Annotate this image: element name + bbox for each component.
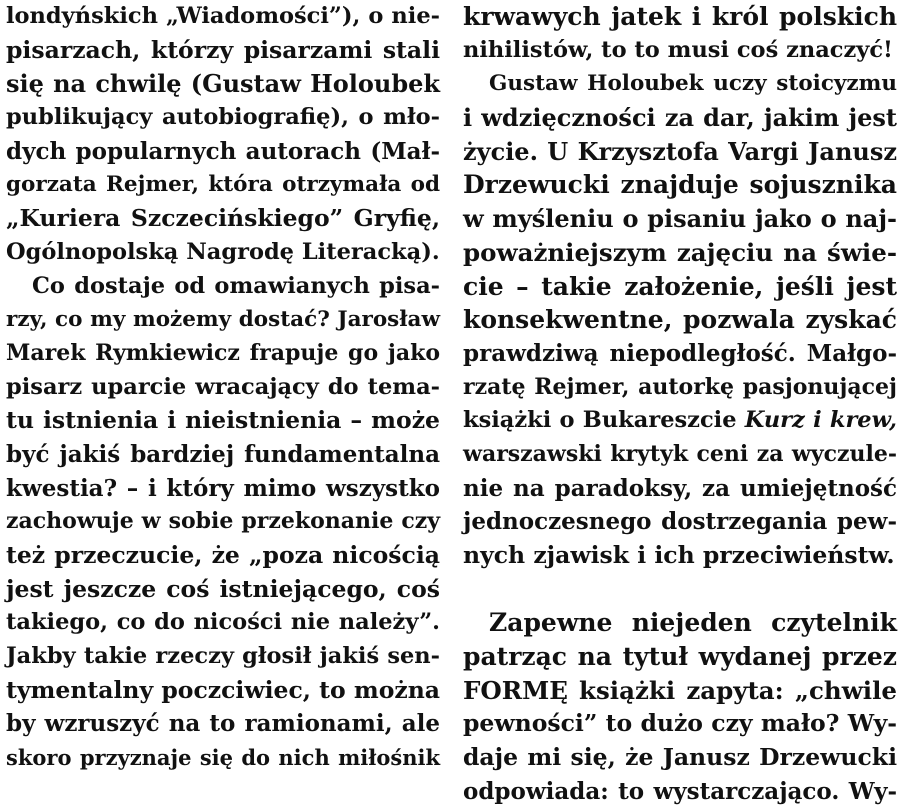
text-line: poważniejszym zajęciu na świe- (463, 237, 897, 267)
text-line: londyńskich „Wiadomości”), o nie- (6, 3, 440, 29)
text-line: gorzata Rejmer, która otrzymała od (6, 172, 440, 198)
text-line: Marek Rymkiewicz frapuje go jako (6, 339, 440, 366)
text-line: daje mi się, że Janusz Drzewucki (463, 743, 897, 772)
text-line: dych popularnych autorach (Mał- (6, 137, 440, 165)
text-line: kwestia? – i który mimo wszystko (6, 474, 440, 502)
text-line: jest jeszcze coś istniejącego, coś (6, 574, 440, 603)
paragraph-end-line: nihilistów, to to musi coś znaczyć! (463, 36, 893, 63)
text-line: tu istnienia i nieistnienia – może (6, 406, 440, 435)
text-line: „Kuriera Szczecińskiego” Gryfię, (6, 204, 440, 233)
book-title: Kurz i krew, (744, 407, 897, 434)
text-line: też przeczucie, że „poza nicością (6, 541, 440, 569)
text-line: cie – takie założenie, jeśli jest (463, 271, 897, 301)
text-line: i wdzięczności za dar, jakim jest (463, 103, 897, 133)
text-line: skoro przyznaje się do nich miłośnik (6, 745, 440, 771)
text-line: zachowuje w sobie przekonanie czy (6, 508, 440, 535)
text-line: pewności” to dużo czy mało? Wy- (463, 709, 897, 738)
text-line: w myśleniu o pisaniu jako o naj- (463, 204, 897, 234)
text-line: publikujący autobiografię), o mło- (6, 104, 440, 131)
text-line: warszawski krytyk ceni za wyczule- (463, 440, 897, 467)
paragraph-gap (463, 573, 897, 607)
text-line: Jakby takie rzeczy głosił jakiś sen- (6, 643, 440, 670)
text-line: odpowiada: to wystarczająco. Wy- (463, 777, 897, 805)
text-line: Drzewucki znajduje sojusznika (463, 170, 897, 200)
text-line: tymentalny poczciwiec, to można (6, 675, 441, 704)
text-line: prawdziwą niepodległość. Małgo- (463, 339, 897, 367)
text-line: się na chwilę (Gustaw Holoubek (6, 69, 440, 99)
text-line: jednoczesnego dostrzegania pew- (463, 508, 897, 536)
paragraph-end-line: Ogólnopolską Nagrodę Literacką). (6, 238, 440, 265)
left-text-column (6, 0, 441, 771)
text-line: życie. U Krzysztofa Vargi Janusz (463, 136, 897, 166)
text-line: nie na paradoksy, za umiejętność (463, 474, 897, 502)
text-segment: książki o Bukareszcie (463, 407, 745, 434)
right-text-column (463, 0, 897, 805)
paragraph-end-line: nych zjawisk i ich przeciwieństw. (463, 541, 895, 569)
text-line: by wzruszyć na to ramionami, ale (6, 710, 440, 738)
text-line: być jakiś bardziej fundamentalna (6, 440, 440, 468)
text-line: patrząc na tytuł wydanej przez (463, 642, 897, 672)
paragraph-start-line: Co dostaje od omawianych pisa- (32, 272, 440, 299)
text-line: konsekwentne, pozwala zyskać (463, 305, 897, 335)
text-line-with-title (463, 404, 897, 438)
text-line: rzy, co my możemy dostać? Jarosław (6, 307, 440, 333)
paragraph-start-line: Zapewne niejeden czytelnik (489, 608, 897, 638)
text-line: takiego, co do nicości nie należy”. (6, 609, 440, 636)
text-line: FORMĘ książki zapyta: „chwile (463, 675, 897, 705)
paragraph-start-line: Gustaw Holoubek uczy stoicyzmu (489, 71, 897, 97)
text-line: pisarz uparcie wracający do tema- (6, 373, 440, 400)
text-line: rzatę Rejmer, autorkę pasjonującej (463, 373, 897, 400)
text-line: krwawych jatek i król polskich (463, 2, 897, 31)
text-line: pisarzach, którzy pisarzami stali (6, 35, 440, 64)
